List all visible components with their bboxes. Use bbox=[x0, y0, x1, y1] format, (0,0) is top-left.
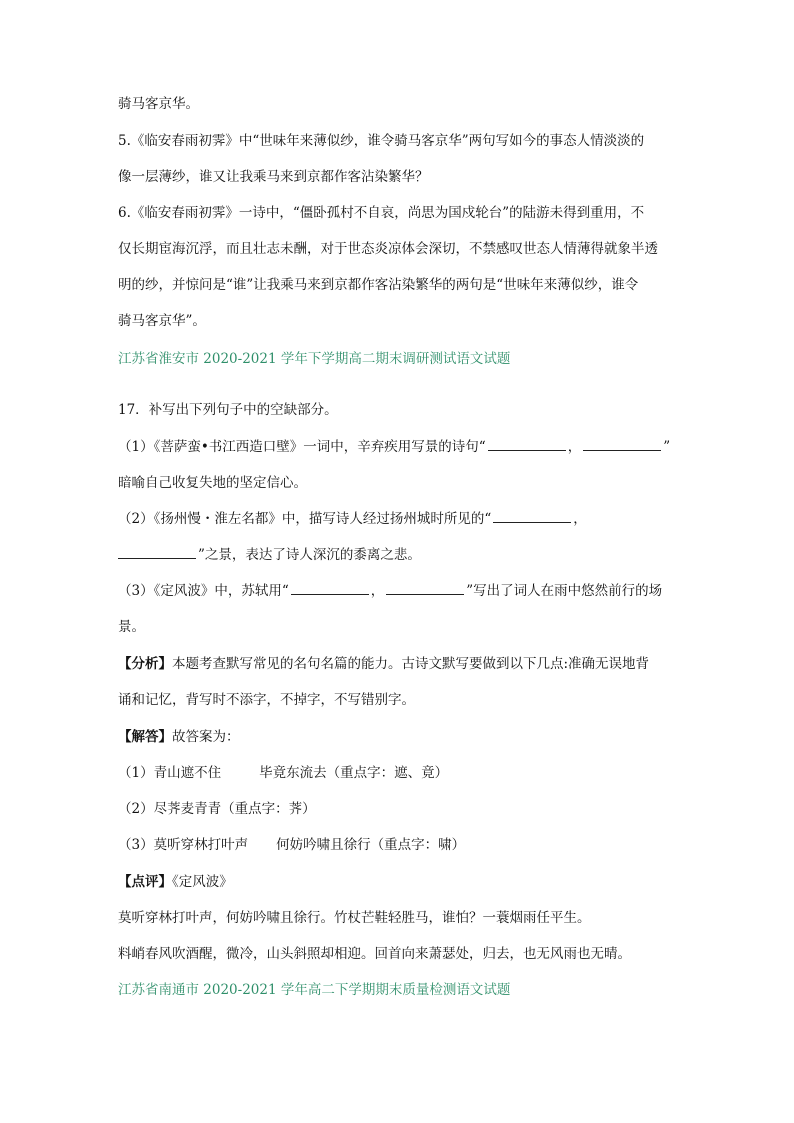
text-line: 景。 bbox=[118, 619, 145, 635]
comment-title: 《定风波》 bbox=[172, 874, 233, 890]
text-line: 5.《临安春雨初霁》中“世味年来薄似纱，谁令骑马客京华”两句写如今的事态人情淡淡的 bbox=[118, 133, 645, 149]
question-text: ” bbox=[663, 439, 671, 455]
answer-blank bbox=[118, 546, 196, 559]
answer-blank bbox=[493, 510, 571, 523]
answer-text: 毕竟东流去（重点字：遮、竟） bbox=[259, 765, 449, 781]
text-line: 像一层薄纱，谁又让我乘马来到京都作客沾染繁华？ bbox=[118, 169, 429, 185]
question-title: 17．补写出下列句子中的空缺部分。 bbox=[118, 402, 338, 418]
text-line: 6.《临安春雨初霁》一诗中，“僵卧孤村不自哀，尚思为国戍轮台”的陆游未得到重用，不 bbox=[118, 205, 645, 221]
answer-text: （1）青山遮不住 bbox=[118, 765, 222, 781]
separator: ， bbox=[370, 583, 385, 599]
question-item-2 bbox=[118, 509, 678, 529]
question-text: ”写出了词人在雨中悠然前行的场 bbox=[466, 583, 663, 599]
text-line: 明的纱，并惊问是“谁”让我乘马来到京都作客沾染繁华的两句是“世味年来薄似纱，谁令 bbox=[118, 277, 639, 293]
answer-blank bbox=[386, 582, 464, 595]
comment-tag: 【点评】 bbox=[118, 874, 172, 890]
question-item-2-cont bbox=[118, 545, 678, 565]
question-text: （1）《菩萨蛮•书江西造口壁》一词中，辛弃疾用写景的诗句“ bbox=[118, 439, 486, 455]
text-line: 诵和记忆，背写时不添字，不掉字，不写错别字。 bbox=[118, 692, 415, 708]
answer-item-2: （2）尽荠麦青青（重点字：荠） bbox=[118, 801, 316, 817]
answer-text: （3）莫听穿林打叶声 bbox=[118, 837, 249, 853]
source-heading: 江苏省淮安市 2020-2021 学年下学期高二期末调研测试语文试题 bbox=[118, 351, 511, 367]
text-line: 暗喻自己收复失地的坚定信心。 bbox=[118, 475, 307, 491]
source-heading: 江苏省南通市 2020-2021 学年高二下学期期末质量检测语文试题 bbox=[118, 982, 511, 998]
separator: ， bbox=[573, 511, 587, 527]
question-text: （3）《定风波》中，苏轼用“ bbox=[118, 583, 289, 599]
analysis-tag: 【分析】 bbox=[118, 656, 172, 672]
question-item-1 bbox=[118, 437, 678, 457]
poem-line: 莫听穿林打叶声，何妨吟啸且徐行。竹杖芒鞋轻胜马，谁怕？一蓑烟雨任平生。 bbox=[118, 910, 591, 926]
answer-blank bbox=[583, 438, 661, 451]
poem-line: 料峭春风吹酒醒，微冷，山头斜照却相迎。回首向来萧瑟处，归去，也无风雨也无晴。 bbox=[118, 946, 631, 962]
text-line: 骑马客京华。 bbox=[118, 96, 199, 112]
comment-line bbox=[118, 872, 678, 892]
answer-line bbox=[118, 727, 678, 747]
analysis-line bbox=[118, 654, 678, 674]
text-line: 仅长期宦海沉浮，而且壮志未酬，对于世态炎凉体会深切，不禁感叹世态人情薄得就象半透 bbox=[118, 241, 658, 257]
answer-tag: 【解答】 bbox=[118, 729, 172, 745]
question-text: ”之景，表达了诗人深沉的黍离之悲。 bbox=[198, 547, 421, 563]
answer-intro: 故答案为： bbox=[172, 729, 240, 745]
separator: ， bbox=[567, 439, 582, 455]
analysis-text: 本题考查默写常见的名句名篇的能力。古诗文默写要做到以下几点:准确无误地背 bbox=[172, 656, 650, 672]
question-item-3 bbox=[118, 581, 678, 601]
answer-blank bbox=[291, 582, 369, 595]
answer-blank bbox=[488, 438, 566, 451]
answer-item-3 bbox=[118, 835, 678, 855]
answer-text: 何妨吟啸且徐行（重点字：啸） bbox=[276, 837, 466, 853]
answer-item-1 bbox=[118, 763, 678, 783]
question-text: （2）《扬州慢・淮左名都》中，描写诗人经过扬州城时所见的“ bbox=[118, 511, 492, 527]
text-line: 骑马客京华”。 bbox=[118, 313, 206, 329]
